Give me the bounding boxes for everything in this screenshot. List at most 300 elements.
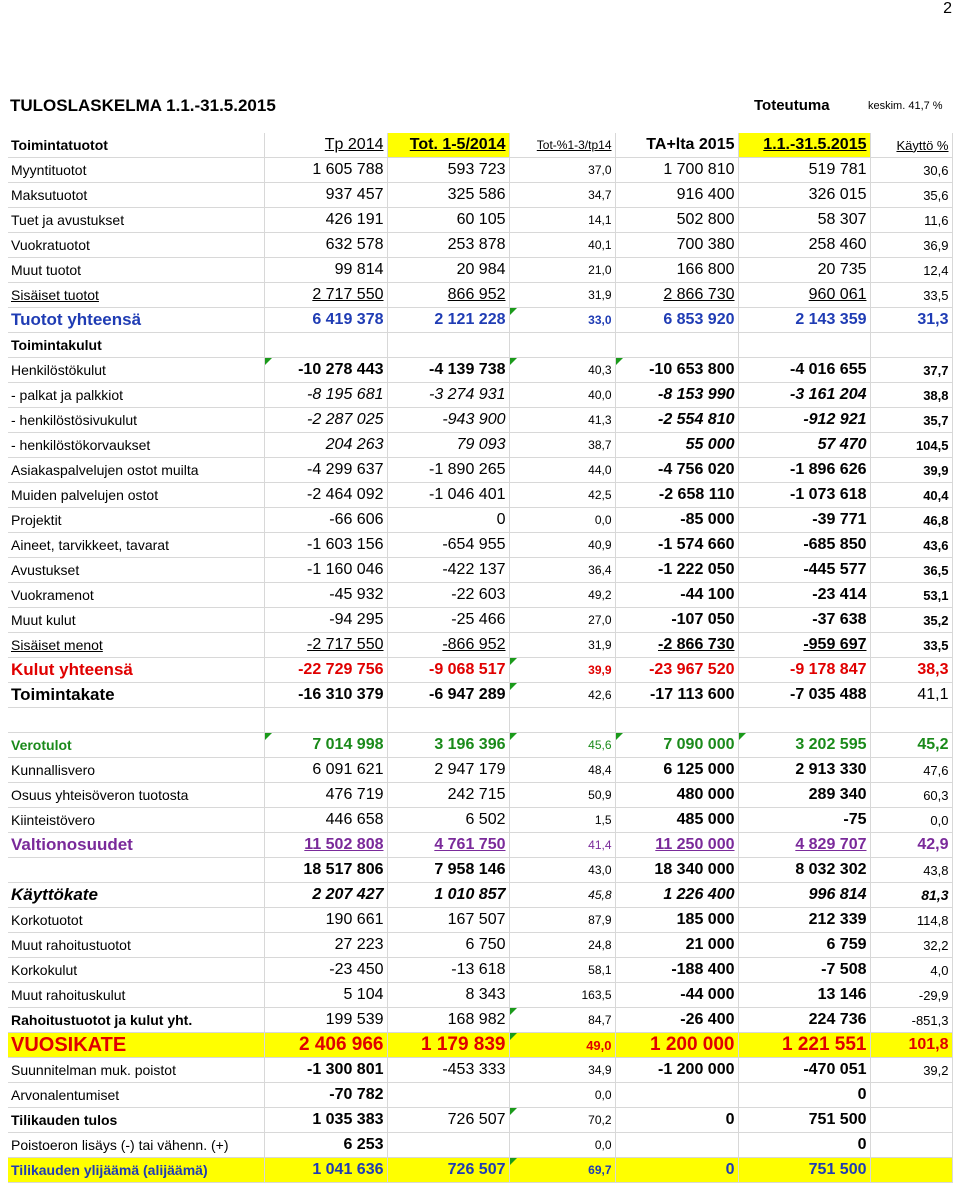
value-cell: 21 000 <box>615 933 738 958</box>
row-label: Muut kulut <box>8 608 264 633</box>
header-cell: Tot-%1-3/tp14 <box>509 133 615 158</box>
value-cell: 502 800 <box>615 208 738 233</box>
value-cell: 937 457 <box>264 183 387 208</box>
value-cell: -2 658 110 <box>615 483 738 508</box>
row-label: Tuet ja avustukset <box>8 208 264 233</box>
value-cell: 7 090 000 <box>615 733 738 758</box>
value-cell: 20 735 <box>738 258 870 283</box>
value-cell: 2 207 427 <box>264 883 387 908</box>
value-cell: -29,9 <box>870 983 952 1008</box>
value-cell: 40,3 <box>509 358 615 383</box>
value-cell: -85 000 <box>615 508 738 533</box>
value-cell: 13 146 <box>738 983 870 1008</box>
value-cell: 8 032 302 <box>738 858 870 883</box>
value-cell: 41,4 <box>509 833 615 858</box>
value-cell: 39,9 <box>870 458 952 483</box>
table-row <box>8 883 952 908</box>
value-cell: 20 984 <box>387 258 509 283</box>
value-cell: 38,8 <box>870 383 952 408</box>
table-row <box>8 783 952 808</box>
table-row <box>8 283 952 308</box>
row-label: Myyntituotot <box>8 158 264 183</box>
row-label: Kiinteistövero <box>8 808 264 833</box>
value-cell: -66 606 <box>264 508 387 533</box>
value-cell: 593 723 <box>387 158 509 183</box>
value-cell: -17 113 600 <box>615 683 738 708</box>
value-cell <box>870 1158 952 1183</box>
table-row <box>8 408 952 433</box>
value-cell: 44,0 <box>509 458 615 483</box>
value-cell: 4,0 <box>870 958 952 983</box>
value-cell: 37,7 <box>870 358 952 383</box>
value-cell: 751 500 <box>738 1108 870 1133</box>
value-cell: 700 380 <box>615 233 738 258</box>
value-cell: 6 759 <box>738 933 870 958</box>
row-label: Toimintakulut <box>8 333 264 358</box>
value-cell: -2 287 025 <box>264 408 387 433</box>
value-cell: 38,7 <box>509 433 615 458</box>
value-cell: 60 105 <box>387 208 509 233</box>
value-cell: 1 041 636 <box>264 1158 387 1183</box>
value-cell <box>738 708 870 733</box>
value-cell: 43,8 <box>870 858 952 883</box>
value-cell: 41,1 <box>870 683 952 708</box>
value-cell <box>615 1083 738 1108</box>
value-cell: -959 697 <box>738 633 870 658</box>
row-label: Vuokratuotot <box>8 233 264 258</box>
value-cell: 1 226 400 <box>615 883 738 908</box>
table-row <box>8 358 952 383</box>
value-cell: 8 343 <box>387 983 509 1008</box>
table-row <box>8 433 952 458</box>
value-cell: 7 958 146 <box>387 858 509 883</box>
value-cell <box>870 1108 952 1133</box>
table-row <box>8 258 952 283</box>
value-cell: 1 605 788 <box>264 158 387 183</box>
row-label: Osuus yhteisöveron tuotosta <box>8 783 264 808</box>
table-row <box>8 808 952 833</box>
value-cell: 2 717 550 <box>264 283 387 308</box>
value-cell: -70 782 <box>264 1083 387 1108</box>
value-cell: 3 202 595 <box>738 733 870 758</box>
value-cell: 45,8 <box>509 883 615 908</box>
value-cell: 253 878 <box>387 233 509 258</box>
value-cell: 6 125 000 <box>615 758 738 783</box>
row-label: Henkilöstökulut <box>8 358 264 383</box>
table-row <box>8 583 952 608</box>
value-cell: -94 295 <box>264 608 387 633</box>
value-cell: 33,5 <box>870 633 952 658</box>
value-cell: -45 932 <box>264 583 387 608</box>
value-cell: -1 200 000 <box>615 1058 738 1083</box>
value-cell: 31,3 <box>870 308 952 333</box>
value-cell: -1 574 660 <box>615 533 738 558</box>
value-cell: 258 460 <box>738 233 870 258</box>
header-cell: Käyttö % <box>870 133 952 158</box>
value-cell <box>264 333 387 358</box>
value-cell <box>870 1133 952 1158</box>
table-row <box>8 483 952 508</box>
value-cell: -912 921 <box>738 408 870 433</box>
value-cell: 1 221 551 <box>738 1033 870 1058</box>
value-cell: 43,0 <box>509 858 615 883</box>
value-cell: -37 638 <box>738 608 870 633</box>
value-cell: -654 955 <box>387 533 509 558</box>
value-cell <box>387 708 509 733</box>
value-cell: 37,0 <box>509 158 615 183</box>
value-cell: -22 729 756 <box>264 658 387 683</box>
value-cell: -75 <box>738 808 870 833</box>
value-cell: 4 761 750 <box>387 833 509 858</box>
value-cell: -23 967 520 <box>615 658 738 683</box>
value-cell: 47,6 <box>870 758 952 783</box>
value-cell: 325 586 <box>387 183 509 208</box>
value-cell: 0 <box>615 1108 738 1133</box>
row-label: Maksutuotot <box>8 183 264 208</box>
value-cell: 36,5 <box>870 558 952 583</box>
value-cell: 1 035 383 <box>264 1108 387 1133</box>
income-statement-table <box>8 133 953 1183</box>
value-cell: -2 554 810 <box>615 408 738 433</box>
value-cell: 14,1 <box>509 208 615 233</box>
blank-row <box>8 708 952 733</box>
value-cell: 2 121 228 <box>387 308 509 333</box>
value-cell: 18 340 000 <box>615 858 738 883</box>
value-cell: -1 300 801 <box>264 1058 387 1083</box>
table-row <box>8 658 952 683</box>
table-row <box>8 308 952 333</box>
value-cell: 40,0 <box>509 383 615 408</box>
row-label: Tilikauden tulos <box>8 1108 264 1133</box>
table-row <box>8 608 952 633</box>
value-cell: -2 464 092 <box>264 483 387 508</box>
value-cell: -1 160 046 <box>264 558 387 583</box>
value-cell: 0 <box>738 1083 870 1108</box>
row-label: Tuotot yhteensä <box>8 308 264 333</box>
value-cell: 32,2 <box>870 933 952 958</box>
value-cell: 70,2 <box>509 1108 615 1133</box>
value-cell: -107 050 <box>615 608 738 633</box>
value-cell: 42,5 <box>509 483 615 508</box>
header-cell: Tot. 1-5/2014 <box>387 133 509 158</box>
value-cell: 49,2 <box>509 583 615 608</box>
value-cell: -2 717 550 <box>264 633 387 658</box>
value-cell <box>509 333 615 358</box>
value-cell: -23 450 <box>264 958 387 983</box>
table-row <box>8 1083 952 1108</box>
value-cell: 30,6 <box>870 158 952 183</box>
value-cell: 79 093 <box>387 433 509 458</box>
table-row <box>8 508 952 533</box>
value-cell: 81,3 <box>870 883 952 908</box>
value-cell: -1 603 156 <box>264 533 387 558</box>
value-cell: 726 507 <box>387 1158 509 1183</box>
value-cell: -4 299 637 <box>264 458 387 483</box>
value-cell: 27 223 <box>264 933 387 958</box>
value-cell: 167 507 <box>387 908 509 933</box>
toteutuma-label: Toteutuma <box>754 97 830 114</box>
value-cell: 6 091 621 <box>264 758 387 783</box>
table-row <box>8 683 952 708</box>
value-cell <box>387 1083 509 1108</box>
row-label: Kulut yhteensä <box>8 658 264 683</box>
value-cell: -453 333 <box>387 1058 509 1083</box>
table-row <box>8 933 952 958</box>
value-cell: 58 307 <box>738 208 870 233</box>
value-cell: 2 866 730 <box>615 283 738 308</box>
value-cell: 50,9 <box>509 783 615 808</box>
table-row <box>8 1158 952 1183</box>
value-cell: 35,2 <box>870 608 952 633</box>
row-label: Sisäiset menot <box>8 633 264 658</box>
row-label: Valtionosuudet <box>8 833 264 858</box>
value-cell: 21,0 <box>509 258 615 283</box>
table-row <box>8 558 952 583</box>
value-cell <box>870 1083 952 1108</box>
value-cell: 53,1 <box>870 583 952 608</box>
value-cell <box>264 708 387 733</box>
value-cell: 212 339 <box>738 908 870 933</box>
value-cell: -866 952 <box>387 633 509 658</box>
value-cell <box>615 708 738 733</box>
row-label: Muut rahoitustuotot <box>8 933 264 958</box>
value-cell: -16 310 379 <box>264 683 387 708</box>
value-cell: 84,7 <box>509 1008 615 1033</box>
value-cell: 1 200 000 <box>615 1033 738 1058</box>
row-label: VUOSIKATE <box>8 1033 264 1058</box>
value-cell: 6 853 920 <box>615 308 738 333</box>
value-cell: -8 153 990 <box>615 383 738 408</box>
value-cell: 4 829 707 <box>738 833 870 858</box>
value-cell: 190 661 <box>264 908 387 933</box>
value-cell: 11 250 000 <box>615 833 738 858</box>
table-row <box>8 233 952 258</box>
value-cell: 33,0 <box>509 308 615 333</box>
value-cell: -7 035 488 <box>738 683 870 708</box>
value-cell <box>870 333 952 358</box>
table-row <box>8 158 952 183</box>
value-cell: 168 982 <box>387 1008 509 1033</box>
value-cell: -2 866 730 <box>615 633 738 658</box>
value-cell: 0,0 <box>509 1133 615 1158</box>
table-row <box>8 983 952 1008</box>
value-cell: -4 756 020 <box>615 458 738 483</box>
value-cell: -7 508 <box>738 958 870 983</box>
value-cell: 33,5 <box>870 283 952 308</box>
value-cell: -1 046 401 <box>387 483 509 508</box>
value-cell: 48,4 <box>509 758 615 783</box>
value-cell: 0,0 <box>509 508 615 533</box>
value-cell: -22 603 <box>387 583 509 608</box>
value-cell <box>387 333 509 358</box>
value-cell: -44 100 <box>615 583 738 608</box>
value-cell: 35,7 <box>870 408 952 433</box>
header-cell: 1.1.-31.5.2015 <box>738 133 870 158</box>
value-cell: 6 502 <box>387 808 509 833</box>
value-cell: -6 947 289 <box>387 683 509 708</box>
value-cell: 224 736 <box>738 1008 870 1033</box>
value-cell: 36,4 <box>509 558 615 583</box>
value-cell: 960 061 <box>738 283 870 308</box>
value-cell: 39,9 <box>509 658 615 683</box>
value-cell: -1 896 626 <box>738 458 870 483</box>
table-row <box>8 908 952 933</box>
value-cell: 2 406 966 <box>264 1033 387 1058</box>
value-cell: 2 947 179 <box>387 758 509 783</box>
value-cell: 0,0 <box>870 808 952 833</box>
value-cell: 40,1 <box>509 233 615 258</box>
value-cell: -943 900 <box>387 408 509 433</box>
value-cell: 34,9 <box>509 1058 615 1083</box>
value-cell: -25 466 <box>387 608 509 633</box>
value-cell: 204 263 <box>264 433 387 458</box>
value-cell: 31,9 <box>509 633 615 658</box>
value-cell: 242 715 <box>387 783 509 808</box>
value-cell: 49,0 <box>509 1033 615 1058</box>
table-row <box>8 1058 952 1083</box>
value-cell: 24,8 <box>509 933 615 958</box>
table-row <box>8 208 952 233</box>
value-cell <box>509 708 615 733</box>
value-cell: 57 470 <box>738 433 870 458</box>
row-label: Muiden palvelujen ostot <box>8 483 264 508</box>
row-label: Verotulot <box>8 733 264 758</box>
row-label <box>8 708 264 733</box>
table-row <box>8 1108 952 1133</box>
row-label: Projektit <box>8 508 264 533</box>
value-cell: 426 191 <box>264 208 387 233</box>
value-cell: 0 <box>387 508 509 533</box>
row-label: Muut tuotot <box>8 258 264 283</box>
value-cell: 726 507 <box>387 1108 509 1133</box>
value-cell: 289 340 <box>738 783 870 808</box>
row-label <box>8 858 264 883</box>
value-cell: -4 016 655 <box>738 358 870 383</box>
value-cell: 46,8 <box>870 508 952 533</box>
row-label: Korkotuotot <box>8 908 264 933</box>
value-cell: 12,4 <box>870 258 952 283</box>
value-cell: -8 195 681 <box>264 383 387 408</box>
value-cell: -851,3 <box>870 1008 952 1033</box>
value-cell: -26 400 <box>615 1008 738 1033</box>
value-cell: -9 178 847 <box>738 658 870 683</box>
table-row <box>8 958 952 983</box>
value-cell: 99 814 <box>264 258 387 283</box>
table-row <box>8 383 952 408</box>
table-row <box>8 833 952 858</box>
value-cell: 27,0 <box>509 608 615 633</box>
value-cell: -10 278 443 <box>264 358 387 383</box>
value-cell: -3 274 931 <box>387 383 509 408</box>
row-label: Poistoeron lisäys (-) tai vähenn. (+) <box>8 1133 264 1158</box>
value-cell: 2 143 359 <box>738 308 870 333</box>
row-label: Rahoitustuotot ja kulut yht. <box>8 1008 264 1033</box>
row-label: - palkat ja palkkiot <box>8 383 264 408</box>
value-cell: -445 577 <box>738 558 870 583</box>
blank-row <box>8 858 952 883</box>
value-cell: 485 000 <box>615 808 738 833</box>
value-cell: 866 952 <box>387 283 509 308</box>
table-row <box>8 333 952 358</box>
value-cell: -39 771 <box>738 508 870 533</box>
value-cell: 104,5 <box>870 433 952 458</box>
value-cell: 45,6 <box>509 733 615 758</box>
value-cell: 11 502 808 <box>264 833 387 858</box>
value-cell: 11,6 <box>870 208 952 233</box>
value-cell: 199 539 <box>264 1008 387 1033</box>
value-cell: 996 814 <box>738 883 870 908</box>
value-cell: -470 051 <box>738 1058 870 1083</box>
value-cell: -23 414 <box>738 583 870 608</box>
value-cell: 7 014 998 <box>264 733 387 758</box>
row-label: Vuokramenot <box>8 583 264 608</box>
value-cell: -685 850 <box>738 533 870 558</box>
row-label: Aineet, tarvikkeet, tavarat <box>8 533 264 558</box>
value-cell: 40,9 <box>509 533 615 558</box>
value-cell: 58,1 <box>509 958 615 983</box>
value-cell: 166 800 <box>615 258 738 283</box>
row-label: Korkokulut <box>8 958 264 983</box>
table-row <box>8 458 952 483</box>
row-label: - henkilöstösivukulut <box>8 408 264 433</box>
value-cell: 31,9 <box>509 283 615 308</box>
row-label: Sisäiset tuotot <box>8 283 264 308</box>
row-label: Toimintakate <box>8 683 264 708</box>
value-cell: 6 419 378 <box>264 308 387 333</box>
row-label: Tilikauden ylijäämä (alijäämä) <box>8 1158 264 1183</box>
value-cell: 163,5 <box>509 983 615 1008</box>
value-cell: 480 000 <box>615 783 738 808</box>
value-cell: -1 073 618 <box>738 483 870 508</box>
value-cell: 0,0 <box>509 1083 615 1108</box>
value-cell: 45,2 <box>870 733 952 758</box>
value-cell <box>615 1133 738 1158</box>
value-cell: 40,4 <box>870 483 952 508</box>
table-row <box>8 633 952 658</box>
value-cell: 519 781 <box>738 158 870 183</box>
value-cell: 42,6 <box>509 683 615 708</box>
table-row <box>8 533 952 558</box>
value-cell: 3 196 396 <box>387 733 509 758</box>
value-cell: 101,8 <box>870 1033 952 1058</box>
table-row <box>8 1133 952 1158</box>
header-row <box>8 133 952 158</box>
table-row <box>8 733 952 758</box>
value-cell: 5 104 <box>264 983 387 1008</box>
value-cell: 60,3 <box>870 783 952 808</box>
value-cell: 446 658 <box>264 808 387 833</box>
table-row <box>8 758 952 783</box>
row-label: Suunnitelman muk. poistot <box>8 1058 264 1083</box>
value-cell: -1 890 265 <box>387 458 509 483</box>
header-cell: Toimintatuotot <box>8 133 264 158</box>
value-cell <box>738 333 870 358</box>
table-row <box>8 1008 952 1033</box>
value-cell: 326 015 <box>738 183 870 208</box>
value-cell: -1 222 050 <box>615 558 738 583</box>
value-cell: 55 000 <box>615 433 738 458</box>
row-label: Avustukset <box>8 558 264 583</box>
value-cell: 6 750 <box>387 933 509 958</box>
value-cell: 751 500 <box>738 1158 870 1183</box>
value-cell: -422 137 <box>387 558 509 583</box>
table-row <box>8 183 952 208</box>
value-cell: -4 139 738 <box>387 358 509 383</box>
value-cell: -44 000 <box>615 983 738 1008</box>
value-cell: 34,7 <box>509 183 615 208</box>
row-label: - henkilöstökorvaukset <box>8 433 264 458</box>
header-cell: TA+lta 2015 <box>615 133 738 158</box>
